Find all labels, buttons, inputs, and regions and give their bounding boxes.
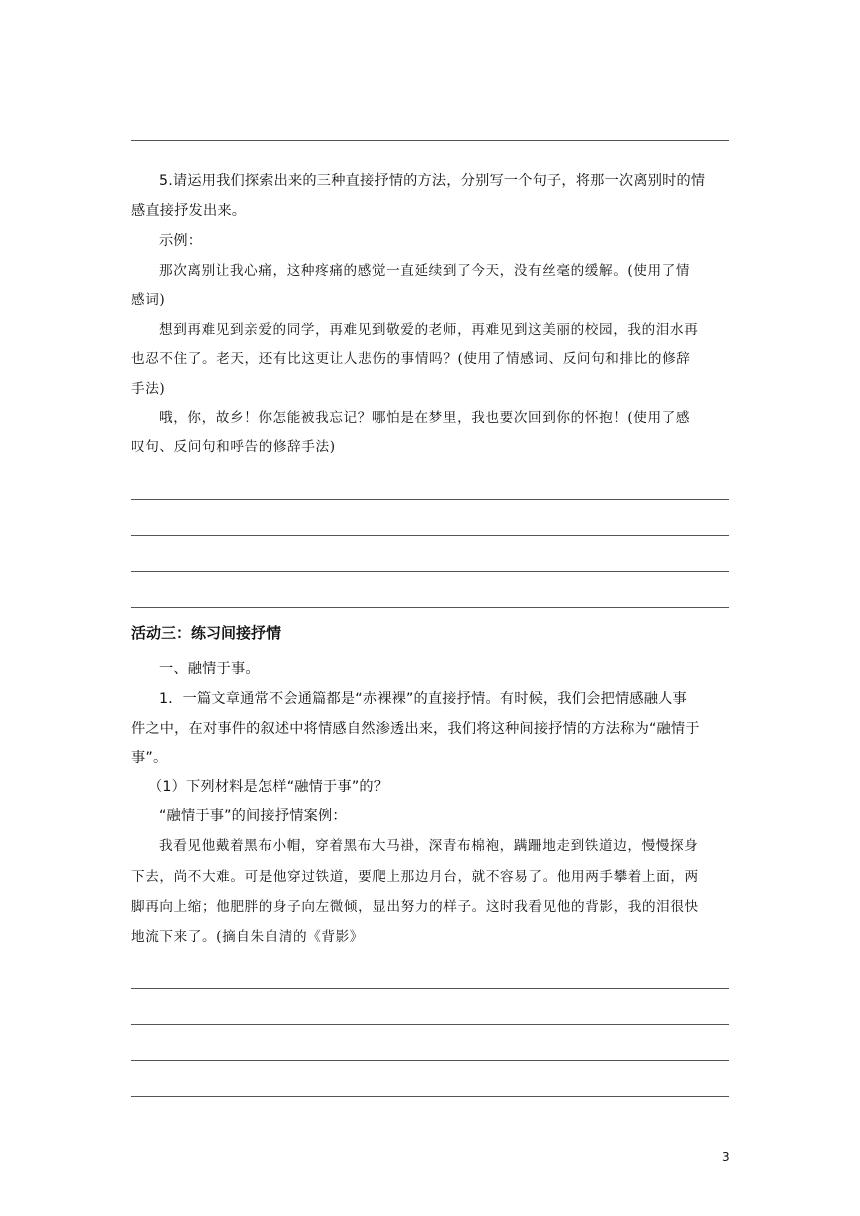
answer-line — [131, 988, 729, 989]
example-3-line2: 叹句、反问句和呼告的修辞手法) — [131, 439, 336, 455]
paragraph-1-line3: 事”。 — [131, 750, 168, 766]
activity-3-heading: 活动三：练习间接抒情 — [131, 624, 282, 642]
case-text-line3: 脚再向上缩；他肥胖的身子向左微倾，显出努力的样子。这时我看见他的背影，我的泪很快 — [131, 899, 699, 915]
case-text-line4: 地流下来了。(摘自朱自清的《背影》 — [131, 929, 365, 945]
answer-line — [131, 535, 729, 536]
example-2-line1: 想到再难见到亲爱的同学，再难见到敬爱的老师，再难见到这美丽的校园，我的泪水再 — [159, 322, 699, 338]
answer-line-top — [131, 140, 729, 141]
case-text-line2: 下去，尚不大难。可是他穿过铁道，要爬上那边月台，就不容易了。他用两手攀着上面，两 — [131, 869, 699, 885]
answer-line — [131, 499, 729, 500]
question-1: （1）下列材料是怎样“融情于事”的？ — [148, 779, 389, 795]
example-3-line1: 哦，你，故乡！你怎能被我忘记？哪怕是在梦里，我也要次回到你的怀抱！(使用了感 — [159, 410, 691, 426]
example-2-line2: 也忍不住了。老天，还有比这更让人悲伤的事情吗？(使用了情感词、反问句和排比的修辞 — [131, 351, 691, 367]
answer-line — [131, 607, 729, 608]
example-1-line1: 那次离别让我心痛，这种疼痛的感觉一直延续到了今天，没有丝毫的缓解。(使用了情 — [159, 263, 691, 279]
answer-line — [131, 1024, 729, 1025]
question-5-line1: 5.请运用我们探索出来的三种直接抒情的方法，分别写一个句子，将那一次离别时的情 — [159, 173, 706, 189]
paragraph-1-line2: 件之中，在对事件的叙述中将情感自然渗透出来，我们将这种间接抒情的方法称为“融情于 — [131, 721, 700, 737]
example-2-line3: 手法) — [131, 381, 166, 397]
answer-line — [131, 571, 729, 572]
case-text-line1: 我看见他戴着黑布小帽，穿着黑布大马褂，深青布棉袍，蹒跚地走到铁道边，慢慢探身 — [159, 838, 699, 854]
paragraph-1-line1: 1．一篇文章通常不会通篇都是“赤裸裸”的直接抒情。有时候，我们会把情感融人事 — [159, 691, 687, 707]
case-label: “融情于事”的间接抒情案例： — [159, 808, 347, 824]
example-label: 示例： — [159, 233, 203, 249]
page-number: 3 — [722, 1150, 730, 1164]
example-1-line2: 感词) — [131, 292, 166, 308]
answer-line — [131, 1096, 729, 1097]
question-5-line2: 感直接抒发出来。 — [131, 203, 247, 219]
subsection-heading: 一、融情于事。 — [159, 661, 260, 677]
answer-line — [131, 1060, 729, 1061]
